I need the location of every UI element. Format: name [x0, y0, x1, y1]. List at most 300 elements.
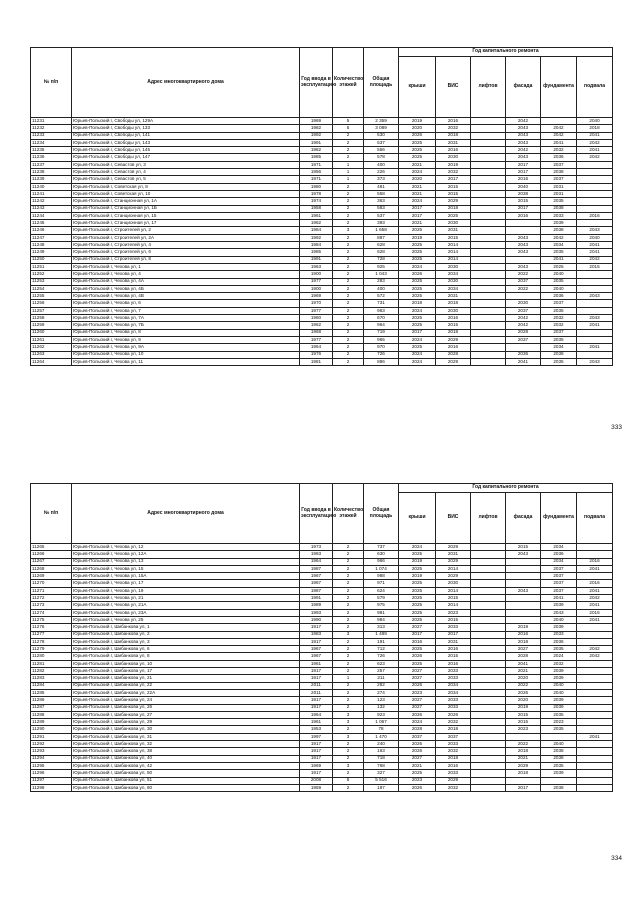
table-row	[31, 329, 613, 336]
table-row	[31, 351, 613, 358]
basement-repair-year-cell: 2043	[577, 293, 613, 300]
vis-repair-year-cell: 2018	[436, 726, 471, 733]
basement-repair-year-cell: 2040	[577, 118, 613, 125]
vis-repair-year-cell: 2030	[436, 580, 471, 587]
facade-repair-year-cell: 2043	[506, 154, 541, 161]
total-area-cell: 1 658	[364, 227, 399, 234]
address-cell: Юрьев-Польский г, Чехова ул, 23А	[72, 609, 300, 616]
year-built-cell: 1982	[300, 125, 333, 132]
table-row	[31, 300, 613, 307]
facade-repair-year-cell: 2021	[506, 755, 541, 762]
year-built-cell: 1983	[300, 631, 333, 638]
roof-repair-year-cell: 2026	[399, 682, 436, 689]
floor-count-cell: 3	[333, 711, 364, 718]
header-facade: фасада	[506, 493, 541, 544]
row-number-cell: 11244	[31, 212, 72, 219]
roof-repair-year-cell: 2025	[399, 646, 436, 653]
header-floors: Количество этажей	[333, 484, 364, 544]
floor-count-cell: 3	[333, 227, 364, 234]
row-number-cell: 11260	[31, 329, 72, 336]
vis-repair-year-cell: 2029	[436, 777, 471, 784]
vis-repair-year-cell: 2030	[436, 263, 471, 270]
facade-repair-year-cell: 2015	[506, 544, 541, 551]
roof-repair-year-cell: 2025	[399, 344, 436, 351]
vis-repair-year-cell: 2015	[436, 190, 471, 197]
year-built-cell: 1980	[300, 183, 333, 190]
table-row	[31, 624, 613, 631]
basement-repair-year-cell: 2042	[577, 139, 613, 146]
lift-repair-year-cell	[471, 762, 506, 769]
year-built-cell: 1985	[300, 249, 333, 256]
lift-repair-year-cell	[471, 748, 506, 755]
lift-repair-year-cell	[471, 336, 506, 343]
table-row	[31, 587, 613, 594]
facade-repair-year-cell: 2015	[506, 711, 541, 718]
basement-repair-year-cell: 2043	[577, 358, 613, 365]
facade-repair-year-cell: 2030	[506, 300, 541, 307]
basement-repair-year-cell: 2016	[577, 212, 613, 219]
basement-repair-year-cell: 2041	[577, 587, 613, 594]
table-row	[31, 558, 613, 565]
row-number-cell: 11252	[31, 271, 72, 278]
lift-repair-year-cell	[471, 161, 506, 168]
floor-count-cell: 2	[333, 602, 364, 609]
foundation-repair-year-cell: 2040	[541, 689, 577, 696]
foundation-repair-year-cell: 2034	[541, 242, 577, 249]
roof-repair-year-cell: 2025	[399, 565, 436, 572]
year-built-cell: 1953	[300, 726, 333, 733]
row-number-cell: 11262	[31, 344, 72, 351]
table-row	[31, 227, 613, 234]
header-num: № п/п	[31, 48, 72, 118]
year-built-cell: 1997	[300, 733, 333, 740]
floor-count-cell: 1	[333, 169, 364, 176]
lift-repair-year-cell	[471, 147, 506, 154]
lift-repair-year-cell	[471, 755, 506, 762]
table-row	[31, 147, 613, 154]
vis-repair-year-cell: 2033	[436, 668, 471, 675]
vis-repair-year-cell: 2034	[436, 271, 471, 278]
lift-repair-year-cell	[471, 344, 506, 351]
foundation-repair-year-cell: 2039	[541, 704, 577, 711]
floor-count-cell: 2	[333, 616, 364, 623]
foundation-repair-year-cell	[541, 777, 577, 784]
lift-repair-year-cell	[471, 544, 506, 551]
facade-repair-year-cell	[506, 227, 541, 234]
facade-repair-year-cell	[506, 602, 541, 609]
row-number-cell: 11239	[31, 176, 72, 183]
lift-repair-year-cell	[471, 278, 506, 285]
facade-repair-year-cell: 2043	[506, 263, 541, 270]
floor-count-cell: 2	[333, 748, 364, 755]
foundation-repair-year-cell: 2041	[541, 595, 577, 602]
floor-count-cell: 2	[333, 770, 364, 777]
basement-repair-year-cell	[577, 660, 613, 667]
lift-repair-year-cell	[471, 220, 506, 227]
vis-repair-year-cell: 2015	[436, 595, 471, 602]
basement-repair-year-cell	[577, 624, 613, 631]
roof-repair-year-cell: 2026	[399, 748, 436, 755]
year-built-cell: 1960	[300, 315, 333, 322]
address-cell: Юрьев-Польский г, Свободы ул, 129А	[72, 118, 300, 125]
row-number-cell: 11283	[31, 675, 72, 682]
lift-repair-year-cell	[471, 616, 506, 623]
facade-repair-year-cell: 2016	[506, 631, 541, 638]
floor-count-cell: 2	[333, 329, 364, 336]
total-area-cell: 556	[364, 147, 399, 154]
lift-repair-year-cell	[471, 595, 506, 602]
row-number-cell: 11292	[31, 741, 72, 748]
total-area-cell: 3 089	[364, 125, 399, 132]
facade-repair-year-cell: 2028	[506, 653, 541, 660]
lift-repair-year-cell	[471, 573, 506, 580]
basement-repair-year-cell	[577, 198, 613, 205]
address-cell: Юрьев-Польский г, Чехова ул, 9	[72, 336, 300, 343]
total-area-cell: 572	[364, 293, 399, 300]
page-number: 333	[611, 424, 622, 431]
basement-repair-year-cell	[577, 351, 613, 358]
address-cell: Юрьев-Польский г, Севастов ул, 4	[72, 169, 300, 176]
row-number-cell: 11290	[31, 726, 72, 733]
vis-repair-year-cell: 2030	[436, 278, 471, 285]
floor-count-cell: 2	[333, 315, 364, 322]
year-built-cell: 1964	[300, 558, 333, 565]
vis-repair-year-cell: 2016	[436, 660, 471, 667]
vis-repair-year-cell: 2015	[436, 653, 471, 660]
vis-repair-year-cell: 2034	[436, 285, 471, 292]
row-number-cell: 11240	[31, 183, 72, 190]
vis-repair-year-cell: 2029	[436, 558, 471, 565]
basement-repair-year-cell	[577, 784, 613, 791]
row-number-cell: 11267	[31, 558, 72, 565]
facade-repair-year-cell: 2027	[506, 646, 541, 653]
total-area-cell: 191	[364, 638, 399, 645]
facade-repair-year-cell: 2016	[506, 176, 541, 183]
floor-count-cell: 1	[333, 675, 364, 682]
vis-repair-year-cell: 2014	[436, 256, 471, 263]
vis-repair-year-cell: 2029	[436, 198, 471, 205]
facade-repair-year-cell: 2037	[506, 278, 541, 285]
total-area-cell: 1 043	[364, 271, 399, 278]
foundation-repair-year-cell: 2034	[541, 344, 577, 351]
vis-repair-year-cell: 2031	[436, 139, 471, 146]
header-area: Общая площадь	[364, 48, 399, 118]
foundation-repair-year-cell: 2035	[541, 358, 577, 365]
foundation-repair-year-cell: 2036	[541, 551, 577, 558]
foundation-repair-year-cell: 2040	[541, 616, 577, 623]
lift-repair-year-cell	[471, 118, 506, 125]
floor-count-cell: 5	[333, 777, 364, 784]
foundation-repair-year-cell: 2035	[541, 726, 577, 733]
facade-repair-year-cell	[506, 733, 541, 740]
table-row	[31, 711, 613, 718]
floor-count-cell: 2	[333, 234, 364, 241]
row-number-cell: 11272	[31, 595, 72, 602]
roof-repair-year-cell: 2024	[399, 336, 436, 343]
address-cell: Юрьев-Польский г, Шибанкова ул, 21	[72, 675, 300, 682]
page-number: 334	[611, 855, 622, 862]
floor-count-cell: 2	[333, 263, 364, 270]
basement-repair-year-cell: 2018	[577, 125, 613, 132]
basement-repair-year-cell	[577, 271, 613, 278]
vis-repair-year-cell: 2031	[436, 638, 471, 645]
row-number-cell: 11261	[31, 336, 72, 343]
lift-repair-year-cell	[471, 609, 506, 616]
address-cell: Юрьев-Польский г, Чехова ул, 21	[72, 595, 300, 602]
floor-count-cell: 2	[333, 741, 364, 748]
roof-repair-year-cell: 2026	[399, 741, 436, 748]
address-cell: Юрьев-Польский г, Чехова ул, 7	[72, 307, 300, 314]
basement-repair-year-cell	[577, 777, 613, 784]
basement-repair-year-cell: 2041	[577, 733, 613, 740]
year-built-cell: 1917	[300, 741, 333, 748]
vis-repair-year-cell: 2032	[436, 784, 471, 791]
vis-repair-year-cell: 2032	[436, 125, 471, 132]
lift-repair-year-cell	[471, 580, 506, 587]
address-cell: Юрьев-Польский г, Шибанкова ул, 30	[72, 726, 300, 733]
year-built-cell: 1978	[300, 190, 333, 197]
year-built-cell: 2008	[300, 777, 333, 784]
year-built-cell: 1964	[300, 711, 333, 718]
total-area-cell: 5 516	[364, 777, 399, 784]
table-row	[31, 748, 613, 755]
basement-repair-year-cell	[577, 183, 613, 190]
floor-count-cell: 2	[333, 293, 364, 300]
table-row	[31, 307, 613, 314]
table-row	[31, 220, 613, 227]
roof-repair-year-cell: 2025	[399, 660, 436, 667]
vis-repair-year-cell: 2033	[436, 675, 471, 682]
basement-repair-year-cell	[577, 741, 613, 748]
header-year: Год ввода в эксплуатацию	[300, 48, 333, 118]
lift-repair-year-cell	[471, 293, 506, 300]
foundation-repair-year-cell: 2035	[541, 336, 577, 343]
floor-count-cell: 1	[333, 161, 364, 168]
vis-repair-year-cell: 2016	[436, 344, 471, 351]
facade-repair-year-cell	[506, 344, 541, 351]
total-area-cell: 240	[364, 741, 399, 748]
table-row	[31, 205, 613, 212]
facade-repair-year-cell: 2017	[506, 205, 541, 212]
row-number-cell: 11295	[31, 762, 72, 769]
address-cell: Юрьев-Польский г, Чехова ул, 4Б	[72, 285, 300, 292]
foundation-repair-year-cell	[541, 118, 577, 125]
total-area-cell: 726	[364, 351, 399, 358]
total-area-cell: 1 489	[364, 631, 399, 638]
lift-repair-year-cell	[471, 358, 506, 365]
roof-repair-year-cell: 2025	[399, 609, 436, 616]
table-row	[31, 278, 613, 285]
year-built-cell: 1985	[300, 154, 333, 161]
table-row	[31, 602, 613, 609]
basement-repair-year-cell	[577, 161, 613, 168]
facade-repair-year-cell	[506, 565, 541, 572]
roof-repair-year-cell: 2021	[399, 183, 436, 190]
facade-repair-year-cell: 2017	[506, 169, 541, 176]
facade-repair-year-cell: 2042	[506, 315, 541, 322]
vis-repair-year-cell: 2014	[436, 602, 471, 609]
floor-count-cell: 2	[333, 205, 364, 212]
foundation-repair-year-cell: 2037	[541, 161, 577, 168]
facade-repair-year-cell: 2019	[506, 624, 541, 631]
vis-repair-year-cell: 2032	[436, 719, 471, 726]
vis-repair-year-cell: 2032	[436, 748, 471, 755]
lift-repair-year-cell	[471, 689, 506, 696]
year-built-cell: 1959	[300, 784, 333, 791]
address-cell: Юрьев-Польский г, Строителей ул, 4	[72, 242, 300, 249]
facade-repair-year-cell: 2018	[506, 638, 541, 645]
vis-repair-year-cell: 2015	[436, 616, 471, 623]
floor-count-cell: 3	[333, 733, 364, 740]
total-area-cell: 363	[364, 198, 399, 205]
lift-repair-year-cell	[471, 704, 506, 711]
lift-repair-year-cell	[471, 711, 506, 718]
address-cell: Юрьев-Польский г, Шибанкова ул, 32	[72, 741, 300, 748]
total-area-cell: 78	[364, 726, 399, 733]
year-built-cell: 1958	[300, 205, 333, 212]
address-cell: Юрьев-Польский г, Шибанкова ул, 38	[72, 748, 300, 755]
address-cell: Юрьев-Польский г, Свободы ул, 143	[72, 139, 300, 146]
year-built-cell: 1917	[300, 675, 333, 682]
floor-count-cell: 2	[333, 682, 364, 689]
address-cell: Юрьев-Польский г, Шибанкова ул, 8	[72, 653, 300, 660]
row-number-cell: 11250	[31, 256, 72, 263]
roof-repair-year-cell: 2025	[399, 602, 436, 609]
basement-repair-year-cell	[577, 748, 613, 755]
year-built-cell: 1970	[300, 300, 333, 307]
lift-repair-year-cell	[471, 675, 506, 682]
total-area-cell: 964	[364, 322, 399, 329]
floor-count-cell: 2	[333, 580, 364, 587]
year-built-cell: 1961	[300, 719, 333, 726]
row-number-cell: 11247	[31, 234, 72, 241]
lift-repair-year-cell	[471, 242, 506, 249]
floor-count-cell: 2	[333, 242, 364, 249]
facade-repair-year-cell	[506, 573, 541, 580]
row-number-cell: 11279	[31, 646, 72, 653]
basement-repair-year-cell	[577, 719, 613, 726]
total-area-cell: 768	[364, 762, 399, 769]
floor-count-cell: 2	[333, 220, 364, 227]
lift-repair-year-cell	[471, 660, 506, 667]
roof-repair-year-cell: 2026	[399, 271, 436, 278]
address-cell: Юрьев-Польский г, Шибанкова ул, 26	[72, 704, 300, 711]
floor-count-cell: 2	[333, 285, 364, 292]
roof-repair-year-cell: 2026	[399, 784, 436, 791]
basement-repair-year-cell	[577, 220, 613, 227]
row-number-cell: 11291	[31, 733, 72, 740]
floor-count-cell: 2	[333, 358, 364, 365]
table-row	[31, 719, 613, 726]
roof-repair-year-cell: 2023	[399, 689, 436, 696]
total-area-cell: 578	[364, 154, 399, 161]
basement-repair-year-cell: 2041	[577, 322, 613, 329]
year-built-cell: 1917	[300, 638, 333, 645]
address-cell: Юрьев-Польский г, Чехова ул, 1	[72, 263, 300, 270]
address-cell: Юрьев-Польский г, Севастов ул, 3	[72, 161, 300, 168]
basement-repair-year-cell	[577, 704, 613, 711]
table-row	[31, 169, 613, 176]
facade-repair-year-cell: 2043	[506, 234, 541, 241]
year-built-cell: 1993	[300, 609, 333, 616]
table-row	[31, 132, 613, 139]
total-area-cell: 187	[364, 784, 399, 791]
address-cell: Юрьев-Польский г, Строителей ул, 8	[72, 256, 300, 263]
address-cell: Юрьев-Польский г, Чехова ул, 12	[72, 544, 300, 551]
vis-repair-year-cell: 2019	[436, 161, 471, 168]
table-row	[31, 263, 613, 270]
header-roof: крыши	[399, 493, 436, 544]
row-number-cell: 11264	[31, 358, 72, 365]
row-number-cell: 11251	[31, 263, 72, 270]
roof-repair-year-cell: 2025	[399, 770, 436, 777]
year-built-cell: 1991	[300, 139, 333, 146]
address-cell: Юрьев-Польский г, Шибанкова ул, 22А	[72, 689, 300, 696]
floor-count-cell: 2	[333, 697, 364, 704]
year-built-cell: 1956	[300, 169, 333, 176]
basement-repair-year-cell: 2043	[577, 315, 613, 322]
roof-repair-year-cell: 2019	[399, 558, 436, 565]
total-area-cell: 963	[364, 307, 399, 314]
foundation-repair-year-cell: 2039	[541, 697, 577, 704]
year-built-cell: 1917	[300, 668, 333, 675]
table-row	[31, 198, 613, 205]
roof-repair-year-cell: 2027	[399, 624, 436, 631]
foundation-repair-year-cell: 2041	[541, 139, 577, 146]
row-number-cell: 11256	[31, 300, 72, 307]
table-row	[31, 154, 613, 161]
year-built-cell: 1991	[300, 595, 333, 602]
roof-repair-year-cell: 2025	[399, 249, 436, 256]
row-number-cell: 11280	[31, 653, 72, 660]
basement-repair-year-cell: 2041	[577, 565, 613, 572]
facade-repair-year-cell: 2026	[506, 689, 541, 696]
header-num: № п/п	[31, 484, 72, 544]
lift-repair-year-cell	[471, 777, 506, 784]
foundation-repair-year-cell: 2025	[541, 263, 577, 270]
year-built-cell: 1984	[300, 227, 333, 234]
vis-repair-year-cell: 2029	[436, 573, 471, 580]
address-cell: Юрьев-Польский г, Чехова ул, 6	[72, 300, 300, 307]
row-number-cell: 11294	[31, 755, 72, 762]
foundation-repair-year-cell: 2038	[541, 784, 577, 791]
address-cell: Юрьев-Польский г, Шибанкова ул, 31	[72, 733, 300, 740]
total-area-cell: 579	[364, 595, 399, 602]
roof-repair-year-cell: 2021	[399, 762, 436, 769]
row-number-cell: 11293	[31, 748, 72, 755]
facade-repair-year-cell: 2020	[506, 697, 541, 704]
roof-repair-year-cell: 2025	[399, 595, 436, 602]
address-cell: Юрьев-Польский г, Шибанкова ул, 50	[72, 770, 300, 777]
row-number-cell: 11268	[31, 565, 72, 572]
row-number-cell: 11243	[31, 205, 72, 212]
floor-count-cell: 2	[333, 154, 364, 161]
row-number-cell: 11249	[31, 249, 72, 256]
lift-repair-year-cell	[471, 631, 506, 638]
table-row	[31, 762, 613, 769]
vis-repair-year-cell: 2033	[436, 697, 471, 704]
roof-repair-year-cell: 2025	[399, 147, 436, 154]
vis-repair-year-cell: 2018	[436, 205, 471, 212]
lift-repair-year-cell	[471, 271, 506, 278]
roof-repair-year-cell: 2020	[399, 176, 436, 183]
vis-repair-year-cell: 2033	[436, 624, 471, 631]
lift-repair-year-cell	[471, 315, 506, 322]
header-roof: крыши	[399, 57, 436, 118]
foundation-repair-year-cell: 2037	[541, 565, 577, 572]
address-cell: Юрьев-Польский г, Шибанкова ул, 3	[72, 638, 300, 645]
foundation-repair-year-cell: 2035	[541, 762, 577, 769]
